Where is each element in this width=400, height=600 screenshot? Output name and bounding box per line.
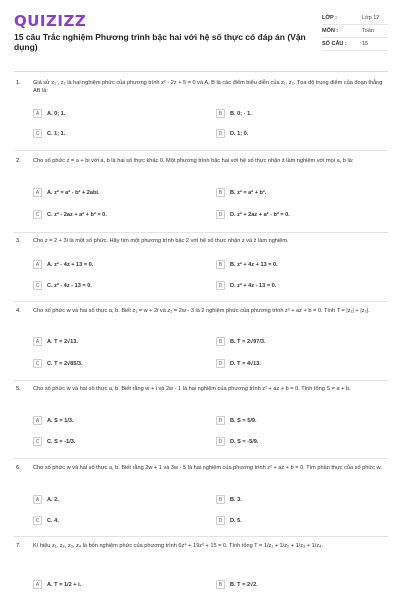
meta-row-count <box>322 38 388 51</box>
option-text: B. z² + 4z + 13 = 0. <box>230 261 278 268</box>
option-b[interactable] <box>216 259 278 270</box>
option-letter: A <box>33 260 42 269</box>
option-text: D. S = -5/9. <box>230 438 259 445</box>
question-text: Cho số phức w và hai số thực a, b. Biết z₁ = w + 2i và z₂ = 2w - 3 là 2 nghiệm phức của phương trình z² + az + b = 0. Tính T = |z₁| + |z₂|. <box>33 308 370 314</box>
option-text: D. 1; 0. <box>230 130 249 137</box>
option-c[interactable] <box>33 209 107 220</box>
option-text: B. T = 2√2. <box>230 581 258 588</box>
meta-table <box>322 12 388 51</box>
option-letter: B <box>216 260 225 269</box>
option-b[interactable] <box>216 579 258 590</box>
option-c[interactable] <box>33 280 92 291</box>
option-d[interactable] <box>216 358 261 369</box>
header-divider <box>14 71 388 72</box>
meta-row-class <box>322 12 388 25</box>
option-letter: B <box>216 416 225 425</box>
option-text: C. T = 2√85/3. <box>47 360 83 367</box>
question-number: 3. <box>16 238 21 244</box>
option-text: A. T = 1/2 + i. <box>47 581 82 588</box>
option-text: B. 3. <box>230 496 242 503</box>
option-letter: C <box>33 129 42 138</box>
option-b[interactable] <box>216 494 242 505</box>
question-number: 6. <box>16 465 21 471</box>
option-letter: D <box>216 437 225 446</box>
quizizz-logo: QUIZIZZ <box>14 12 87 30</box>
option-d[interactable] <box>216 280 276 291</box>
meta-value: 15 <box>362 41 369 47</box>
question-divider <box>14 380 388 381</box>
option-c[interactable] <box>33 358 83 369</box>
question-divider <box>14 150 388 151</box>
meta-label: LỚP : <box>322 15 337 21</box>
question-divider <box>14 232 388 233</box>
option-text: A. 0; 1. <box>47 110 66 117</box>
option-letter: B <box>216 109 225 118</box>
option-a[interactable] <box>33 579 81 590</box>
option-letter: B <box>216 337 225 346</box>
meta-label: MÔN : <box>322 28 339 34</box>
option-letter: D <box>216 359 225 368</box>
option-d[interactable] <box>216 128 248 139</box>
page-header <box>0 0 400 50</box>
question-text: Giả sử z₁ , z₂ là hai nghiệm phức của phương trình z² - 2z + 5 = 0 và A, B là các điểm biểu diễn của z₁, z₂. Tọa độ trung điểm của đoạn thẳng AB là: <box>33 80 383 94</box>
option-letter: D <box>216 210 225 219</box>
page-title: 15 câu Trắc nghiệm Phương trình bậc hai với hệ số thực có đáp án (Vận dụng) <box>14 32 306 52</box>
question-number: 1. <box>16 80 21 86</box>
option-text: D. z² + 2az + a² - b² = 0. <box>230 211 290 218</box>
question-text: Cho số phức w và hai số thực a, b. Biết rằng w + i và 2w - 1 là hai nghiệm của phương trình z² + az + b = 0. Tính tổng S = a + b. <box>33 386 351 392</box>
meta-value: Toán <box>362 28 374 34</box>
option-text: A. S = 1/3. <box>47 417 74 424</box>
option-text: C. 4. <box>47 517 59 524</box>
option-text: A. 2. <box>47 496 59 503</box>
option-text: B. 0; - 1. <box>230 110 252 117</box>
meta-row-subject <box>322 25 388 38</box>
option-text: B. z² = a² + b². <box>230 189 267 196</box>
option-text: D. z² + 4z - 13 = 0. <box>230 282 277 289</box>
option-text: C. S = -1/3. <box>47 438 76 445</box>
option-letter: C <box>33 359 42 368</box>
meta-value: Lớp 12 <box>362 15 380 21</box>
option-letter: B <box>216 188 225 197</box>
option-text: C. 1; 1. <box>47 130 66 137</box>
question-number: 5. <box>16 386 21 392</box>
option-a[interactable] <box>33 336 78 347</box>
option-letter: B <box>216 495 225 504</box>
option-text: B. S = 5/9. <box>230 417 257 424</box>
question-text: Cho số phức w và hai số thực a, b. Biết rằng 2w + 1 và 3w - 5 là hai nghiệm của phương trình z² + az + b = 0. Tìm phần thực của số phức w. <box>33 465 382 471</box>
option-b[interactable] <box>216 108 252 119</box>
question-text: Kí hiệu z₁, z₂, z₃, z₄ là bốn nghiệm phức của phương trình 6z⁴ + 19z² + 15 = 0. Tính tổng T = 1/z₁ + 1/z₂ + 1/z₃ + 1/z₄. <box>33 543 323 549</box>
option-c[interactable] <box>33 515 59 526</box>
option-letter: D <box>216 129 225 138</box>
option-text: C. z² - 4z - 13 = 0. <box>47 282 92 289</box>
option-text: A. z² - 4z + 13 = 0. <box>47 261 94 268</box>
option-text: A. T = 2√13. <box>47 338 78 345</box>
option-letter: D <box>216 516 225 525</box>
option-a[interactable] <box>33 187 100 198</box>
option-a[interactable] <box>33 415 74 426</box>
question-text: Cho z = 2 + 3i là một số phức. Hãy tìm một phương trình bậc 2 với hệ số thực nhận z và z̄ làm nghiệm. <box>33 238 289 244</box>
question-divider <box>14 301 388 302</box>
question-number: 4. <box>16 308 21 314</box>
option-text: A. z² = a² - b² + 2abi. <box>47 189 100 196</box>
option-a[interactable] <box>33 494 59 505</box>
option-letter: A <box>33 495 42 504</box>
option-letter: A <box>33 109 42 118</box>
option-a[interactable] <box>33 259 93 270</box>
meta-label: SỐ CÂU : <box>322 41 347 47</box>
option-text: D. T = 4√13. <box>230 360 261 367</box>
option-b[interactable] <box>216 187 266 198</box>
option-d[interactable] <box>216 436 258 447</box>
question-number: 7. <box>16 543 21 549</box>
option-b[interactable] <box>216 415 257 426</box>
question-text: Cho số phức z = a + bi với a, b là hai số thực khác 0. Một phương trình bậc hai với hệ số thực nhận z̄ làm nghiệm với mọi a, b là: <box>33 158 354 164</box>
option-c[interactable] <box>33 436 75 447</box>
option-letter: D <box>216 281 225 290</box>
option-text: C. z² - 2az + a² + b² = 0. <box>47 211 107 218</box>
question-divider <box>14 458 388 459</box>
option-text: B. T = 2√97/3. <box>230 338 266 345</box>
option-letter: A <box>33 188 42 197</box>
option-letter: C <box>33 281 42 290</box>
option-letter: C <box>33 516 42 525</box>
option-letter: A <box>33 337 42 346</box>
option-d[interactable] <box>216 209 290 220</box>
option-c[interactable] <box>33 128 65 139</box>
question-number: 2. <box>16 158 21 164</box>
option-letter: C <box>33 210 42 219</box>
option-a[interactable] <box>33 108 65 119</box>
option-letter: C <box>33 437 42 446</box>
option-d[interactable] <box>216 515 242 526</box>
option-text: D. 5. <box>230 517 242 524</box>
option-letter: B <box>216 580 225 589</box>
option-letter: A <box>33 416 42 425</box>
question-divider <box>14 536 388 537</box>
option-letter: A <box>33 580 42 589</box>
option-b[interactable] <box>216 336 266 347</box>
